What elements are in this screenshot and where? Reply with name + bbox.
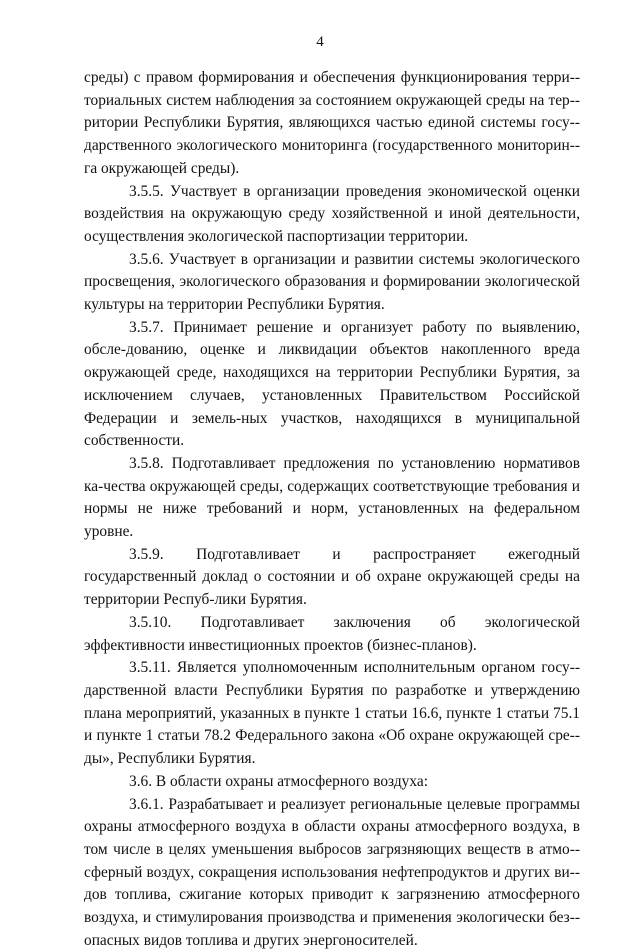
paragraph-3-5-5: 3.5.5. Участвует в организации проведения экономической оценки воздействия на окружающую среду хозяйственной и иной деятельности, осуществления экологической паспортизации территории. <box>84 181 580 249</box>
paragraph-3-5-6: 3.5.6. Участвует в организации и развитии системы экологического просвещения, экологического образования и формировании экологической культуры на территории Республики Бурятия. <box>84 249 580 317</box>
paragraph-3-5-8: 3.5.8. Подготавливает предложения по установлению нормативов ка-чества окружающей среды, содержащих соответствующие требования и нормы не ниже требований и норм, установленных на федеральном уровне. <box>84 453 580 544</box>
paragraph-3-5-7: 3.5.7. Принимает решение и организует работу по выявлению, обсле-дованию, оценке и ликвидации объектов накопленного вреда окружающей среде, находящихся на территории Республики Бурятия, за исключением случаев, установленных Правительством Российской Федерации и земель-ных участков, находящихся в муниципальной собственности. <box>84 317 580 453</box>
paragraph-continuation: среды) с правом формирования и обеспечения функционирования терри-ториальных систем наблюдения за состоянием окружающей среды на тер-ритории Республики Бурятия, являющихся частью единой системы госу-дарственного экологического мониторинга (государственного мониторин-га окружающей среды). <box>84 67 580 181</box>
paragraph-3-5-9: 3.5.9. Подготавливает и распространяет ежегодный государственный доклад о состоянии и об охране окружающей среды на территории Респуб-лики Бурятия. <box>84 544 580 612</box>
document-body <box>84 67 580 952</box>
paragraph-3-5-10: 3.5.10. Подготавливает заключения об экологической эффективности инвестиционных проектов (бизнес-планов). <box>84 612 580 657</box>
page-number: 4 <box>0 32 640 52</box>
paragraph-3-6-1: 3.6.1. Разрабатывает и реализует региональные целевые программы охраны атмосферного воздуха в области охраны атмосферного воздуха, в том числе в целях уменьшения выбросов загрязняющих веществ в атмо-сферный воздух, сокращения использования нефтепродуктов и других ви-дов топлива, сжигание которых приводит к загрязнению атмосферного воздуха, и стимулирования производства и применения экологически без-опасных видов топлива и других энергоносителей. <box>84 794 580 952</box>
paragraph-3-6: 3.6. В области охраны атмосферного воздуха: <box>84 771 580 794</box>
paragraph-3-5-11: 3.5.11. Является уполномоченным исполнительным органом госу-дарственной власти Республики Бурятия по разработке и утверждению плана мероприятий, указанных в пункте 1 статьи 16.6, пункте 1 статьи 75.1 и пункте 1 статьи 78.2 Федерального закона «Об охране окружающей сре-ды», Республики Бурятия. <box>84 657 580 771</box>
